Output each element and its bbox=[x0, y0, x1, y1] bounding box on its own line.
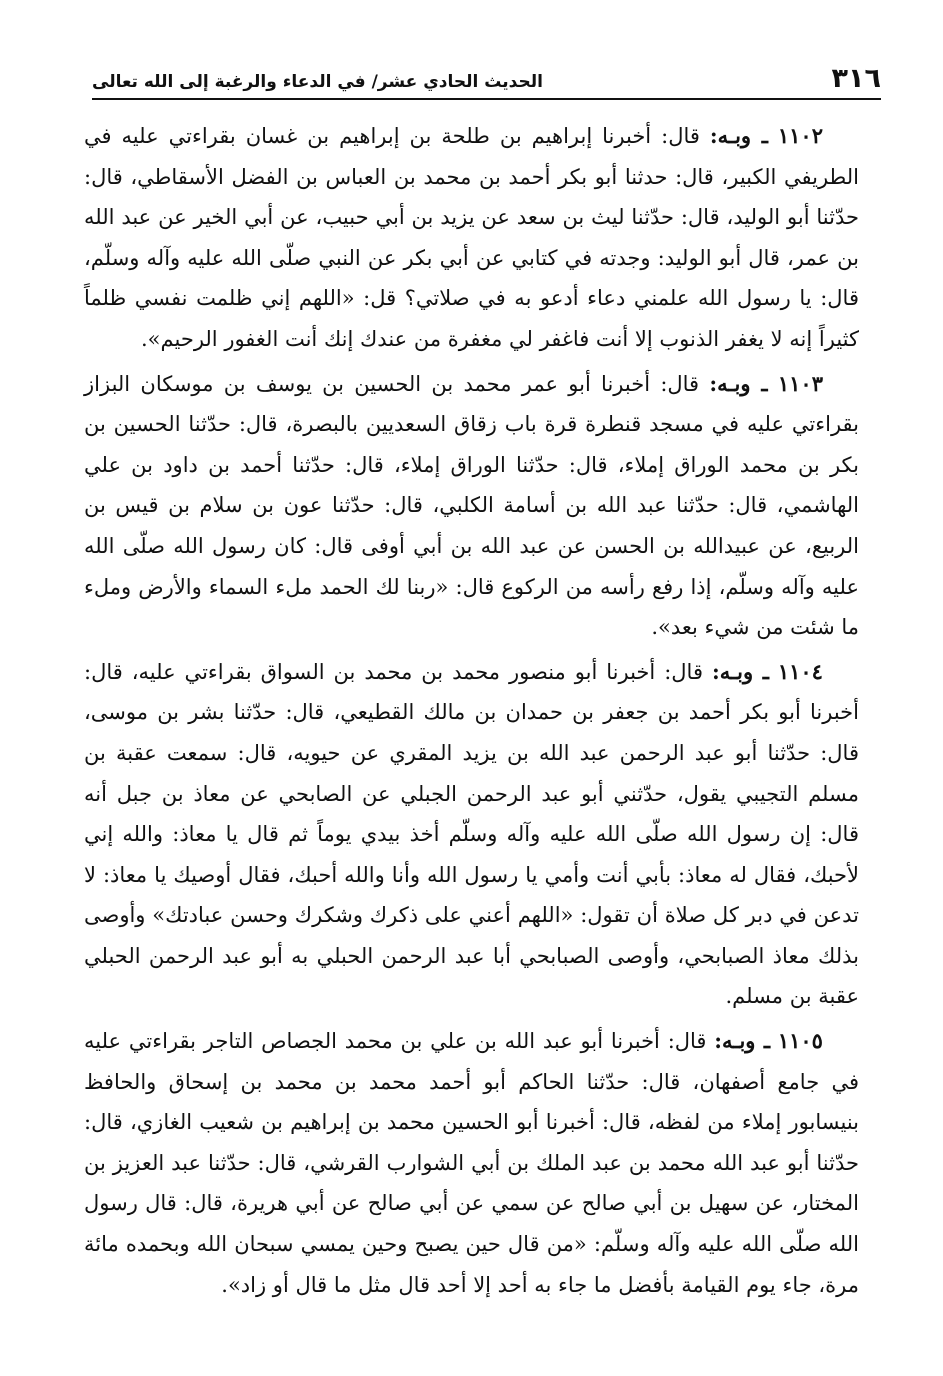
hadith-paragraph bbox=[84, 1021, 859, 1305]
hadith-chain-marker: ـ وبـه: bbox=[714, 1028, 771, 1054]
page-number: ٣١٦ bbox=[831, 63, 881, 94]
hadith-number: ١١٠٥ bbox=[777, 1028, 823, 1054]
hadith-chain-marker: ـ وبـه: bbox=[711, 658, 769, 684]
hadith-chain-marker: ـ وبـه: bbox=[709, 123, 768, 148]
page-body bbox=[84, 116, 859, 1309]
hadith-text: قال: أخبرنا أبو عبد الله بن علي بن محمد الجصاص التاجر بقراءتي عليه في جامع أصفهان، قال: حدّثنا الحاكم أبو أحمد محمد بن محمد بن إسحاق والحافظ بنيسابور إملاء من لفظه، قال: أخبرنا أبو الحسين محمد بن إبراهيم بن شعيب الغازي، قال: حدّثنا أبو عبد الله محمد بن عبد الملك بن أبي الشوارب القرشي، قال: حدّثنا عبد العزيز بن المختار، عن سهيل بن أبي صالح عن سمي عن أبي صالح عن أبي هريرة، قال: قال رسول الله صلّى الله عليه وآله وسلّم: «من قال حين يصبح وحين يمسي سبحان الله وبحمده مائة مرة، جاء يوم القيامة بأفضل ما جاء به أحد إلا أحد قال مثل ما قال أو زاد». bbox=[84, 1029, 859, 1297]
page-header bbox=[92, 54, 881, 100]
hadith-paragraph bbox=[84, 116, 859, 360]
hadith-chain-marker: ـ وبـه: bbox=[709, 370, 768, 396]
hadith-paragraph bbox=[84, 364, 859, 648]
hadith-number: ١١٠٤ bbox=[777, 658, 823, 684]
hadith-text: قال: أخبرنا أبو منصور محمد بن محمد بن السواق بقراءتي عليه، قال: أخبرنا أبو بكر أحمد بن جعفر بن حمدان بن مالك القطيعي، قال: حدّثنا بشر بن موسى، قال: حدّثنا أبو عبد الرحمن عبد الله بن يزيد المقري عن حيويه، قال: سمعت عقبة بن مسلم التجيبي يقول، حدّثني أبو عبد الرحمن الجبلي عن الصابحي عن معاذ بن جبل أنه قال: إن رسول الله صلّى الله عليه وآله وسلّم أخذ بيدي يوماً ثم قال يا معاذ: والله إني لأحبك، فقال له معاذ: بأبي أنت وأمي يا رسول الله وأنا والله أحبك، فقال أوصيك يا معاذ: لا تدعن في دبر كل صلاة أن تقول: «اللهم أعني على ذكرك وشكرك وحسن عبادتك» وأوصى بذلك معاذ الصبابحي، وأوصى الصبابحي أبا عبد الرحمن الحبلي به أبو عبد الرحمن الحبلي عقبة بن مسلم. bbox=[84, 659, 859, 1009]
running-title: الحديث الحادي عشر/ في الدعاء والرغبة إلى الله تعالى bbox=[92, 72, 543, 92]
hadith-paragraph bbox=[84, 652, 859, 1017]
hadith-number: ١١٠٢ bbox=[777, 123, 823, 148]
hadith-text: قال: أخبرنا إبراهيم بن طلحة بن إبراهيم بن غسان بقراءتي عليه في الطريفي الكبير، قال: حدثنا أبو بكر أحمد بن محمد بن العباس بن الفضل الأسقاطي، قال: حدّثنا أبو الوليد، قال: حدّثنا ليث بن سعد عن يزيد بن أبي حبيب، عن أبي الخير عن عبد الله بن عمر، قال أبو الوليد: وجدته في كتابي عن أبي بكر عن النبي صلّى الله عليه وآله وسلّم، قال: يا رسول الله علمني دعاء أدعو به في صلاتي؟ قل: «اللهم إني ظلمت نفسي ظلماً كثيراً إنه لا يغفر الذنوب إلا أنت فاغفر لي مغفرة من عندك إنك أنت الغفور الرحيم». bbox=[84, 124, 859, 351]
hadith-text: قال: أخبرنا أبو عمر محمد بن الحسين بن يوسف بن موسكان البزاز بقراءتي عليه في مسجد قنطرة قرة باب زقاق السعديين بالبصرة، قال: حدّثنا الحسين بن بكر بن محمد الوراق إملاء، قال: حدّثنا الوراق إملاء، قال: حدّثنا أحمد بن داود بن علي الهاشمي، قال: حدّثنا عبد الله بن أسامة الكلبي، قال: حدّثنا عون بن سلام بن قيس بن الربيع، عن عبيدالله بن الحسن عن عبد الله بن أبي أوفى قال: كان رسول الله صلّى الله عليه وآله وسلّم، إذا رفع رأسه من الركوع قال: «ربنا لك الحمد ملء السماء والأرض وملء ما شئت من شيء بعد». bbox=[84, 371, 859, 640]
hadith-number: ١١٠٣ bbox=[777, 370, 823, 396]
